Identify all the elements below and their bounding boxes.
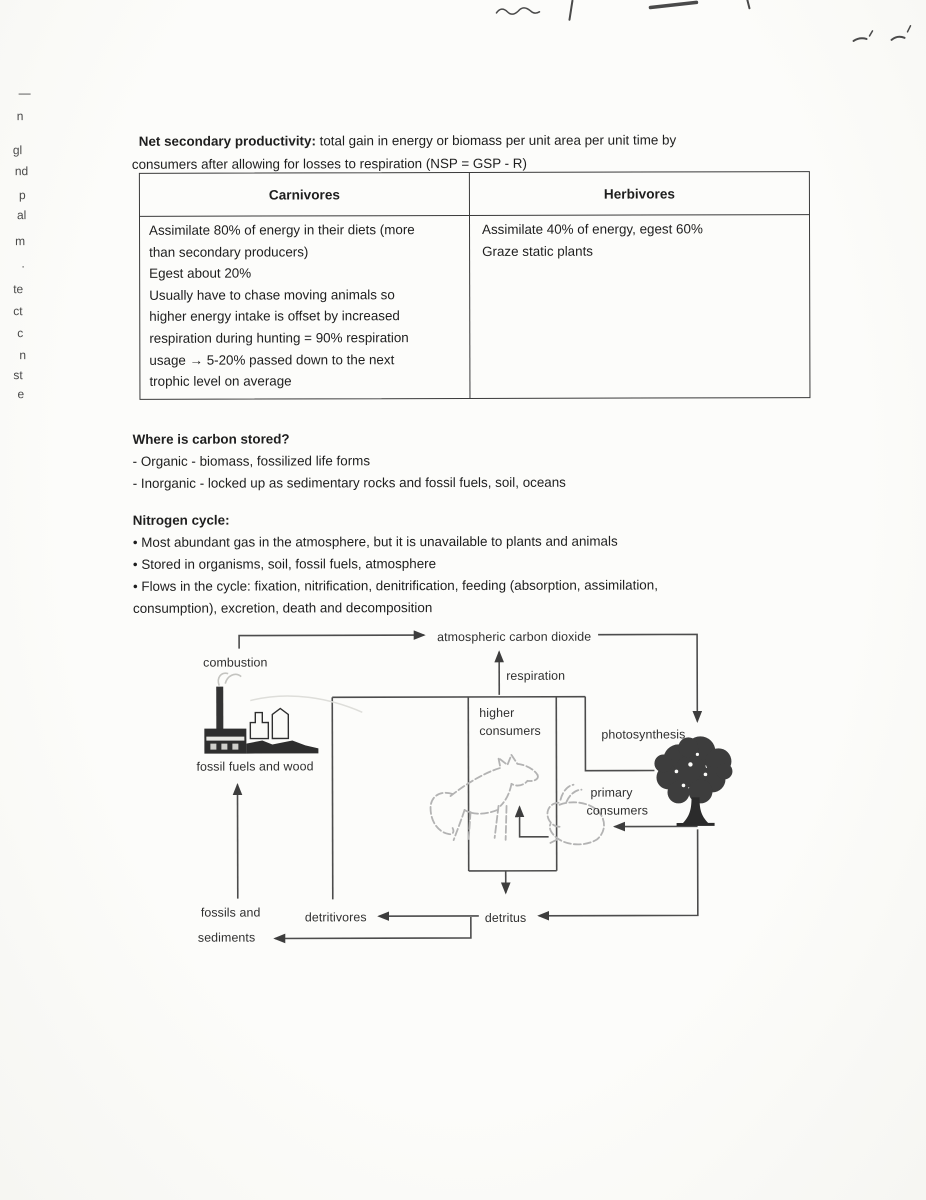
arrow-plants-to-detritus	[539, 829, 698, 915]
table-header-carnivores: Carnivores	[140, 173, 470, 216]
table-cell-line: respiration during hunting = 90% respiration	[149, 330, 409, 346]
margin-fragment: te	[13, 282, 24, 297]
table-cell-line: Graze static plants	[482, 243, 594, 259]
arrow-combustion-to-co2	[239, 635, 424, 648]
factory-window	[210, 744, 216, 750]
table-cell-line: trophic level on average	[149, 373, 292, 389]
margin-fragment: p	[18, 188, 26, 203]
margin-fragment: e	[17, 387, 25, 402]
tree-canopy	[654, 736, 732, 803]
pen-stroke	[569, 1, 572, 20]
table-cell-line: Assimilate 40% of energy, egest 60%	[482, 221, 703, 237]
chimney-smoke	[218, 673, 241, 685]
label-higher-consumers: consumers	[479, 723, 541, 738]
nitrogen-cycle-heading: Nitrogen cycle:	[132, 512, 230, 528]
label-fossils-and-sediments: fossils and	[200, 905, 261, 920]
factory-window-strip	[206, 737, 244, 741]
table-header-herbivores: Herbivores	[603, 185, 675, 202]
smoke-trail	[250, 696, 362, 713]
factory-tower	[272, 708, 288, 738]
pen-mark	[907, 26, 910, 32]
carbon-storage-bullet: - Inorganic - locked up as sedimentary rocks and fossil fuels, soil, oceans	[132, 474, 566, 491]
table-cell-line: Usually have to chase moving animals so	[149, 286, 395, 303]
wolf-back-head	[450, 755, 537, 796]
pen-dash	[650, 2, 696, 7]
margin-fragment: st	[13, 368, 23, 383]
nsp-definition-rest: total gain in energy or biomass per unit area per unit time by	[315, 132, 677, 149]
consumers-box-left-to-detritivores	[332, 697, 333, 899]
factory-chimney	[216, 687, 223, 731]
factory-base	[246, 740, 318, 753]
margin-fragment: —	[18, 86, 31, 101]
rabbit-ears	[560, 785, 581, 802]
margin-fragment: m	[15, 234, 26, 249]
table-cell-line: Assimilate 80% of energy in their diets (more	[149, 222, 415, 238]
margin-fragment: ct	[13, 304, 23, 319]
margin-fragment: c	[17, 326, 24, 341]
wolf-icon	[430, 755, 538, 840]
label-photosynthesis: photosynthesis	[601, 727, 686, 742]
factory-window	[221, 744, 227, 750]
table-cell-line: higher energy intake is offset by increased	[149, 308, 400, 325]
pen-scribbles-top	[496, 0, 910, 42]
label-respiration: respiration	[506, 668, 566, 683]
nitrogen-cycle-bullet: consumption), excretion, death and decomposition	[133, 600, 433, 616]
tree-icon	[654, 736, 732, 824]
pen-squiggle	[496, 8, 539, 14]
label-fossils-and-sediments: sediments	[197, 930, 256, 945]
label-combustion: combustion	[203, 655, 268, 670]
wolf-belly	[465, 810, 498, 814]
margin-fragment: n	[16, 109, 24, 124]
nitrogen-cycle-bullet: • Most abundant gas in the atmosphere, but it is unavailable to plants and animals	[132, 533, 618, 550]
wolf-tail	[431, 793, 454, 834]
factory-window	[232, 744, 238, 750]
pen-mark	[892, 37, 905, 40]
margin-fragment: gl	[12, 143, 23, 158]
factory-icon	[204, 673, 362, 754]
margin-fragment: al	[16, 208, 27, 223]
label-fossil-fuels-and-wood: fossil fuels and wood	[196, 759, 314, 774]
pen-mark	[854, 38, 867, 41]
nsp-definition-line2: consumers after allowing for losses to respiration (NSP = GSP - R)	[131, 155, 527, 172]
label-atmospheric-co2: atmospheric carbon dioxide	[437, 629, 592, 645]
label-detritivores: detritivores	[304, 910, 367, 925]
pen-tick	[747, 0, 749, 8]
margin-fragment: ·	[21, 259, 26, 274]
wolf-muzzle	[511, 775, 537, 786]
pen-mark	[870, 31, 873, 36]
diagram-labels	[196, 629, 686, 944]
nitrogen-cycle-bullet: • Stored in organisms, soil, fossil fuels, atmosphere	[132, 556, 437, 572]
carbon-storage-bullet: - Organic - biomass, fossilized life forms	[132, 453, 371, 469]
label-higher-consumers: higher	[479, 705, 515, 720]
arrow-co2-to-photosynthesis	[598, 634, 697, 721]
nsp-heading: Net secondary productivity:	[138, 133, 316, 149]
label-primary-consumers: consumers	[586, 803, 649, 818]
factory-tower	[250, 713, 268, 739]
margin-fragment: nd	[14, 164, 29, 179]
margin-fragment: n	[19, 348, 27, 363]
factory-building	[204, 729, 246, 754]
label-detritus: detritus	[484, 910, 527, 925]
table-cell-line: than secondary producers)	[149, 243, 309, 260]
arrow-primary-to-higher-consumers	[520, 807, 549, 837]
table-cell-line: Egest about 20%	[149, 265, 252, 282]
table-cell-line: usage → 5-20% passed down to the next	[149, 351, 395, 368]
wolf-chest	[500, 784, 511, 806]
rabbit-paw	[549, 840, 557, 844]
rabbit-head	[547, 803, 559, 827]
label-primary-consumers: primary	[590, 785, 633, 800]
consumers-box-top	[332, 697, 585, 698]
carbon-storage-heading: Where is carbon stored?	[132, 431, 290, 447]
nitrogen-cycle-bullet: • Flows in the cycle: fixation, nitrification, denitrification, feeding (absorption, assimilation,	[132, 577, 658, 594]
